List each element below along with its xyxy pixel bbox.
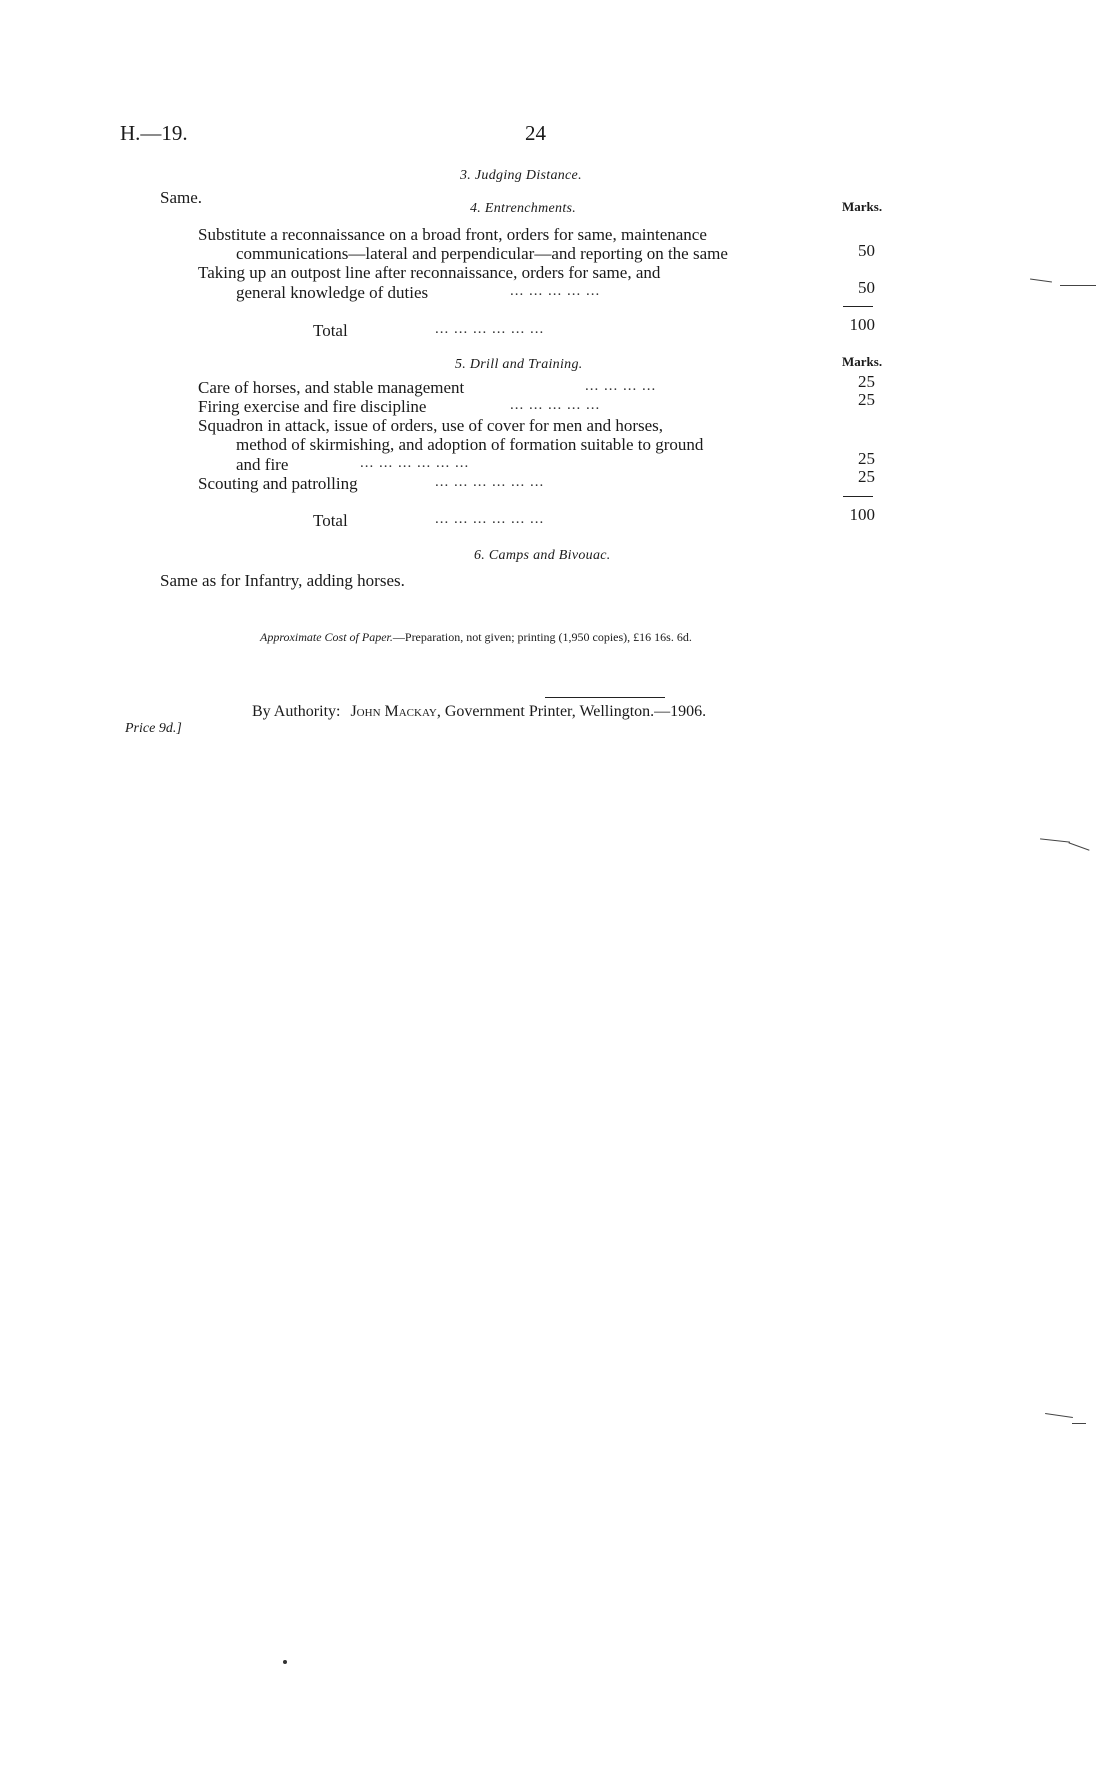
section-4-item-1-line-1: Substitute a reconnaissance on a broad front, orders for same, maintenance bbox=[198, 225, 707, 244]
section-4-item-2-leader: ... ... ... ... ... bbox=[510, 283, 601, 299]
section-4-total-leader: ... ... ... ... ... ... bbox=[435, 321, 545, 337]
section-3-note: Same. bbox=[160, 188, 203, 207]
section-5-item-3-marks: 25 bbox=[858, 449, 875, 468]
approximate-cost-line bbox=[260, 630, 692, 645]
section-4-item-1-line-2: communications—lateral and perpendicular—and reporting on the same bbox=[236, 244, 728, 263]
section-5-item-2-leader: ... ... ... ... ... bbox=[510, 397, 601, 413]
margin-mark bbox=[1060, 285, 1096, 286]
section-5-item-4-marks: 25 bbox=[858, 467, 875, 486]
section-5-total-label: Total bbox=[313, 511, 348, 530]
section-4-marks-header: Marks. bbox=[842, 199, 883, 214]
approximate-cost-text: —Preparation, not given; printing (1,950 copies), £16 16s. 6d. bbox=[392, 630, 692, 644]
margin-mark bbox=[1045, 1413, 1073, 1418]
section-4-item-2-line-1: Taking up an outpost line after reconnaissance, orders for same, and bbox=[198, 263, 661, 282]
speck bbox=[283, 1660, 287, 1664]
document-reference: H.—19. bbox=[120, 121, 188, 145]
authority-line bbox=[252, 703, 706, 721]
section-5-item-3-leader: ... ... ... ... ... ... bbox=[360, 455, 470, 471]
section-4-item-1-marks: 50 bbox=[858, 241, 875, 260]
section-4-heading: 4. Entrenchments. bbox=[470, 201, 577, 216]
page-number: 24 bbox=[525, 121, 546, 145]
margin-mark bbox=[1040, 838, 1070, 842]
printer-name: John Mackay bbox=[350, 703, 437, 720]
section-5-item-3-line-1: Squadron in attack, issue of orders, use of cover for men and horses, bbox=[198, 416, 664, 435]
section-5-total-rule bbox=[843, 496, 873, 497]
section-5-heading: 5. Drill and Training. bbox=[455, 357, 583, 372]
section-5-item-3-line-2: method of skirmishing, and adoption of formation suitable to ground bbox=[236, 435, 704, 454]
footer-rule bbox=[545, 697, 665, 698]
approximate-cost-label: Approximate Cost of Paper. bbox=[260, 630, 393, 644]
margin-mark bbox=[1030, 278, 1052, 282]
section-5-item-1-marks: 25 bbox=[858, 372, 875, 391]
margin-mark bbox=[1068, 842, 1089, 850]
section-4-total-rule bbox=[843, 306, 873, 307]
section-5-item-4-leader: ... ... ... ... ... ... bbox=[435, 474, 545, 490]
section-5-item-3-line-3: and fire bbox=[236, 455, 289, 474]
section-4-item-2-marks: 50 bbox=[858, 278, 875, 297]
section-4-total-value: 100 bbox=[849, 315, 875, 334]
section-6-note: Same as for Infantry, adding horses. bbox=[160, 571, 405, 590]
section-6-heading: 6. Camps and Bivouac. bbox=[474, 548, 611, 563]
section-5-marks-header: Marks. bbox=[842, 354, 883, 369]
section-5-item-4-text: Scouting and patrolling bbox=[198, 474, 358, 493]
section-4-item-2-line-2: general knowledge of duties bbox=[236, 283, 429, 302]
section-5-item-1-leader: ... ... ... ... bbox=[585, 378, 657, 394]
authority-suffix: , Government Printer, Wellington.—1906. bbox=[436, 703, 707, 720]
margin-mark bbox=[1072, 1423, 1086, 1424]
section-5-total-value: 100 bbox=[849, 505, 875, 524]
section-5-item-2-text: Firing exercise and fire discipline bbox=[198, 397, 427, 416]
section-5-item-1-text: Care of horses, and stable management bbox=[198, 378, 465, 397]
authority-prefix: By Authority: bbox=[252, 703, 341, 720]
section-5-item-2-marks: 25 bbox=[858, 390, 875, 409]
price: Price 9d.] bbox=[125, 721, 182, 736]
section-3-heading: 3. Judging Distance. bbox=[460, 168, 582, 183]
section-5-total-leader: ... ... ... ... ... ... bbox=[435, 511, 545, 527]
section-4-total-label: Total bbox=[313, 321, 348, 340]
